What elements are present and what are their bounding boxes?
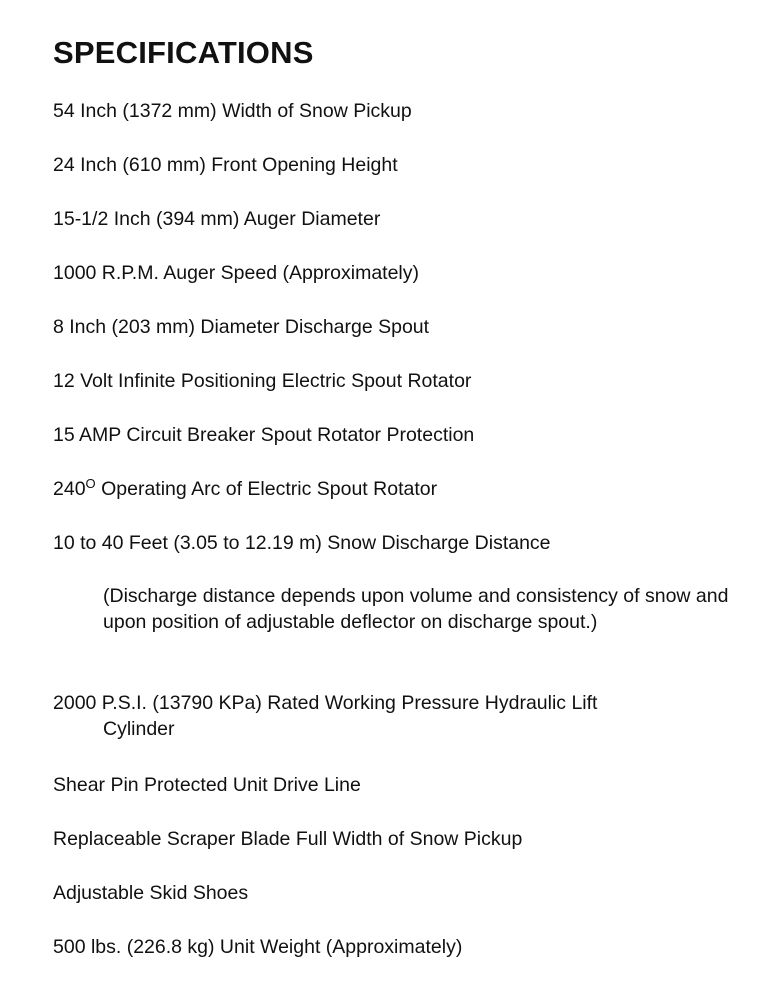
spec-circuit-breaker: 15 AMP Circuit Breaker Spout Rotator Protection [53,424,475,446]
spec-discharge-spout-diameter: 8 Inch (203 mm) Diameter Discharge Spout [53,316,430,338]
discharge-distance-note: (Discharge distance depends upon volume and consistency of snow and upon position of adjustable deflector on discharge spout.) [103,585,729,633]
spec-operating-arc [53,476,437,502]
degree-mark: O [85,476,96,491]
spec-front-opening-height: 24 Inch (610 mm) Front Opening Height [53,154,398,176]
page-title: SPECIFICATIONS [53,35,314,70]
spec-auger-speed: 1000 R.P.M. Auger Speed (Approximately) [53,262,420,284]
arc-value: 240 [53,478,86,500]
spec-skid-shoes: Adjustable Skid Shoes [53,882,249,904]
spec-snow-pickup-width: 54 Inch (1372 mm) Width of Snow Pickup [53,100,412,122]
spec-hydraulic-cylinder [53,690,597,742]
spec-auger-diameter: 15-1/2 Inch (394 mm) Auger Diameter [53,208,381,230]
spec-unit-weight: 500 lbs. (226.8 kg) Unit Weight (Approximately) [53,936,463,958]
hydraulic-line-2: Cylinder [103,718,175,740]
spec-shear-pin: Shear Pin Protected Unit Drive Line [53,774,361,796]
arc-text: Operating Arc of Electric Spout Rotator [95,478,438,500]
hydraulic-line-1: 2000 P.S.I. (13790 KPa) Rated Working Pressure Hydraulic Lift [53,692,598,714]
spec-spout-rotator: 12 Volt Infinite Positioning Electric Spout Rotator [53,370,472,392]
spec-scraper-blade: Replaceable Scraper Blade Full Width of Snow Pickup [53,828,523,850]
spec-discharge-distance: 10 to 40 Feet (3.05 to 12.19 m) Snow Discharge Distance [53,532,551,554]
